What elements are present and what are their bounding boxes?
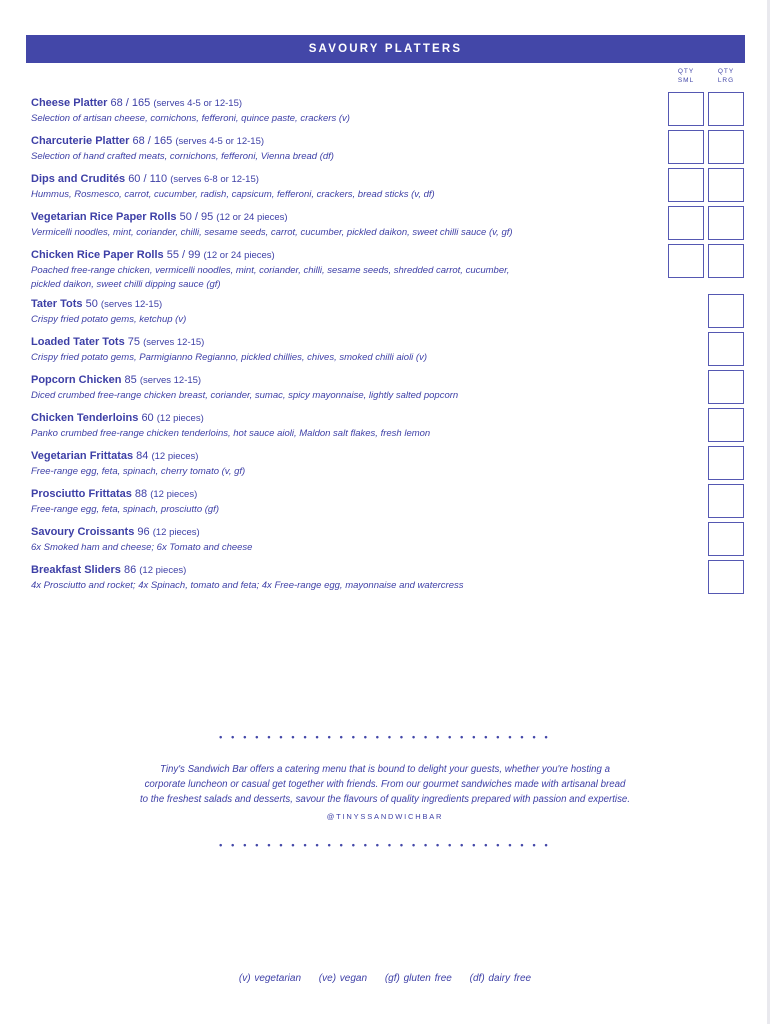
menu-item-popcorn-chicken — [31, 373, 651, 403]
menu-item-chicken-rice-paper-rolls — [31, 248, 651, 292]
item-serves: (12 pieces) — [156, 413, 204, 424]
qty-small-box-charcuterie-platter[interactable] — [668, 130, 704, 164]
item-name: Charcuterie Platter — [31, 135, 130, 147]
item-serves: (12 or 24 pieces) — [216, 212, 288, 223]
item-price: 96 — [137, 526, 150, 538]
item-description: Crispy fried potato gems, ketchup (v) — [31, 314, 187, 325]
item-description: Diced crumbed free-range chicken breast, coriander, sumac, spicy mayonnaise, lightly salted popcorn — [31, 390, 459, 401]
item-serves: (serves 4-5 or 12-15) — [153, 98, 243, 109]
section-banner — [26, 35, 745, 63]
qty-large-box-prosciutto-frittatas[interactable] — [708, 484, 744, 518]
item-price: 68 / 165 — [132, 135, 173, 147]
about-blurb-line: corporate luncheon or casual get together with friends. From our gourmet sandwiches made with artisanal bread — [144, 779, 626, 790]
item-description: Crispy fried potato gems, Parmigianno Regianno, pickled chillies, chives, smoked chilli aioli (v) — [31, 352, 428, 363]
dotted-divider-bottom: • • • • • • • • • • • • • • • • • • • • • • • • • • • • — [219, 840, 551, 850]
qty-large-box-chicken-rice-paper-rolls[interactable] — [708, 244, 744, 278]
item-description: Free-range egg, feta, spinach, cherry tomato (v, gf) — [31, 466, 246, 477]
item-name: Vegetarian Rice Paper Rolls — [31, 211, 177, 223]
item-price: 88 — [134, 488, 148, 500]
menu-item-vegetarian-frittatas — [31, 449, 651, 479]
qty-small-header — [667, 67, 705, 85]
item-name: Savoury Croissants — [31, 526, 135, 538]
item-description: Hummus, Rosmesco, carrot, cucumber, radish, capsicum, fefferoni, crackers, bread sticks (v, df) — [31, 189, 435, 200]
menu-item-vegetarian-rice-paper-rolls — [31, 210, 651, 240]
legend-vegetarian: (v) vegetarian — [238, 973, 302, 984]
item-description: 6x Smoked ham and cheese; 6x Tomato and cheese — [31, 542, 253, 553]
qty-small-box-chicken-rice-paper-rolls[interactable] — [668, 244, 704, 278]
item-name: Cheese Platter — [31, 97, 108, 109]
item-description: Selection of artisan cheese, cornichons, fefferoni, quince paste, crackers (v) — [31, 113, 350, 124]
qty-large-label-top: QTY — [717, 68, 735, 75]
item-serves: (serves 12-15) — [143, 337, 205, 348]
menu-item-tater-tots — [31, 297, 651, 327]
item-name: Breakfast Sliders — [31, 564, 121, 576]
qty-large-label-bottom: LRG — [717, 77, 735, 84]
qty-large-box-loaded-tater-tots[interactable] — [708, 332, 744, 366]
qty-large-box-chicken-tenderloins[interactable] — [708, 408, 744, 442]
menu-item-breakfast-sliders — [31, 563, 651, 593]
item-name: Tater Tots — [31, 298, 83, 310]
item-serves: (serves 6-8 or 12-15) — [170, 174, 259, 185]
qty-large-box-savoury-croissants[interactable] — [708, 522, 744, 556]
section-title: SAVOURY PLATTERS — [308, 43, 463, 55]
item-price: 50 / 95 — [179, 211, 214, 223]
item-serves: (serves 4-5 or 12-15) — [175, 136, 265, 147]
item-price: 50 — [85, 298, 98, 310]
item-description: 4x Prosciutto and rocket; 4x Spinach, tomato and feta; 4x Free-range egg, mayonnaise and watercress — [31, 580, 464, 591]
item-name: Popcorn Chicken — [31, 374, 122, 386]
item-serves: (serves 12-15) — [139, 375, 202, 386]
dotted-divider-top: • • • • • • • • • • • • • • • • • • • • • • • • • • • • — [219, 732, 551, 742]
item-description: Poached free-range chicken, vermicelli noodles, mint, coriander, chilli, sesame seeds, shredded carrot, cucumber, — [31, 265, 510, 276]
qty-large-header — [707, 67, 745, 85]
legend-dairy-free: (df) dairy free — [469, 973, 532, 984]
item-serves: (12 or 24 pieces) — [203, 250, 275, 261]
item-price: 85 — [124, 374, 137, 386]
menu-item-cheese-platter — [31, 96, 651, 126]
item-name: Loaded Tater Tots — [31, 336, 125, 348]
item-price: 60 / 110 — [128, 173, 168, 185]
item-description-continued: pickled daikon, sweet chilli dipping sauce (gf) — [31, 279, 221, 290]
menu-item-prosciutto-frittatas — [31, 487, 651, 517]
qty-small-box-vegetarian-rice-paper-rolls[interactable] — [668, 206, 704, 240]
qty-small-box-dips-and-crudites[interactable] — [668, 168, 704, 202]
item-price: 84 — [136, 450, 149, 462]
menu-item-chicken-tenderloins — [31, 411, 651, 441]
qty-large-box-charcuterie-platter[interactable] — [708, 130, 744, 164]
about-blurb — [60, 762, 710, 807]
item-name: Vegetarian Frittatas — [31, 450, 134, 462]
qty-large-box-vegetarian-frittatas[interactable] — [708, 446, 744, 480]
menu-item-charcuterie-platter — [31, 134, 651, 164]
item-serves: (12 pieces) — [151, 451, 199, 462]
qty-small-label-top: QTY — [677, 68, 695, 75]
item-price: 55 / 99 — [166, 249, 201, 261]
menu-item-savoury-croissants — [31, 525, 651, 555]
qty-large-box-popcorn-chicken[interactable] — [708, 370, 744, 404]
about-blurb-line: to the freshest salads and desserts, savour the flavours of quality ingredients prepared with passion and expertise. — [139, 794, 631, 805]
item-price: 60 — [141, 412, 154, 424]
item-serves: (12 pieces) — [150, 489, 198, 500]
menu-item-loaded-tater-tots — [31, 335, 651, 365]
item-price: 86 — [123, 564, 137, 576]
qty-large-box-vegetarian-rice-paper-rolls[interactable] — [708, 206, 744, 240]
about-blurb-line: Tiny's Sandwich Bar offers a catering menu that is bound to delight your guests, whether you're hosting a — [159, 764, 611, 775]
item-serves: (12 pieces) — [139, 565, 187, 576]
legend-vegan: (ve) vegan — [318, 973, 368, 984]
item-price: 75 — [127, 336, 141, 348]
item-price: 68 / 165 — [110, 97, 151, 109]
menu-item-dips-and-crudites — [31, 172, 651, 202]
qty-large-box-breakfast-sliders[interactable] — [708, 560, 744, 594]
item-name: Chicken Tenderloins — [31, 412, 139, 424]
item-description: Panko crumbed free-range chicken tenderloins, hot sauce aioli, Maldon salt flakes, fresh lemon — [31, 428, 431, 439]
qty-large-box-tater-tots[interactable] — [708, 294, 744, 328]
item-description: Free-range egg, feta, spinach, prosciutto (gf) — [31, 504, 219, 515]
item-name: Chicken Rice Paper Rolls — [31, 249, 164, 261]
qty-large-box-dips-and-crudites[interactable] — [708, 168, 744, 202]
dietary-legend — [0, 973, 770, 984]
legend-gluten-free: (gf) gluten free — [384, 973, 452, 984]
item-name: Prosciutto Frittatas — [31, 488, 132, 500]
item-description: Vermicelli noodles, mint, coriander, chilli, sesame seeds, carrot, cucumber, pickled daikon, sweet chilli sauce (v, gf) — [31, 227, 513, 238]
qty-small-box-cheese-platter[interactable] — [668, 92, 704, 126]
qty-small-label-bottom: SML — [677, 77, 695, 84]
item-serves: (serves 12-15) — [100, 299, 163, 310]
social-handle: @TINYSSANDWICHBAR — [326, 812, 444, 821]
qty-large-box-cheese-platter[interactable] — [708, 92, 744, 126]
item-description: Selection of hand crafted meats, cornichons, fefferoni, Vienna bread (df) — [31, 151, 334, 162]
item-serves: (12 pieces) — [152, 527, 200, 538]
item-name: Dips and Crudités — [31, 173, 126, 185]
